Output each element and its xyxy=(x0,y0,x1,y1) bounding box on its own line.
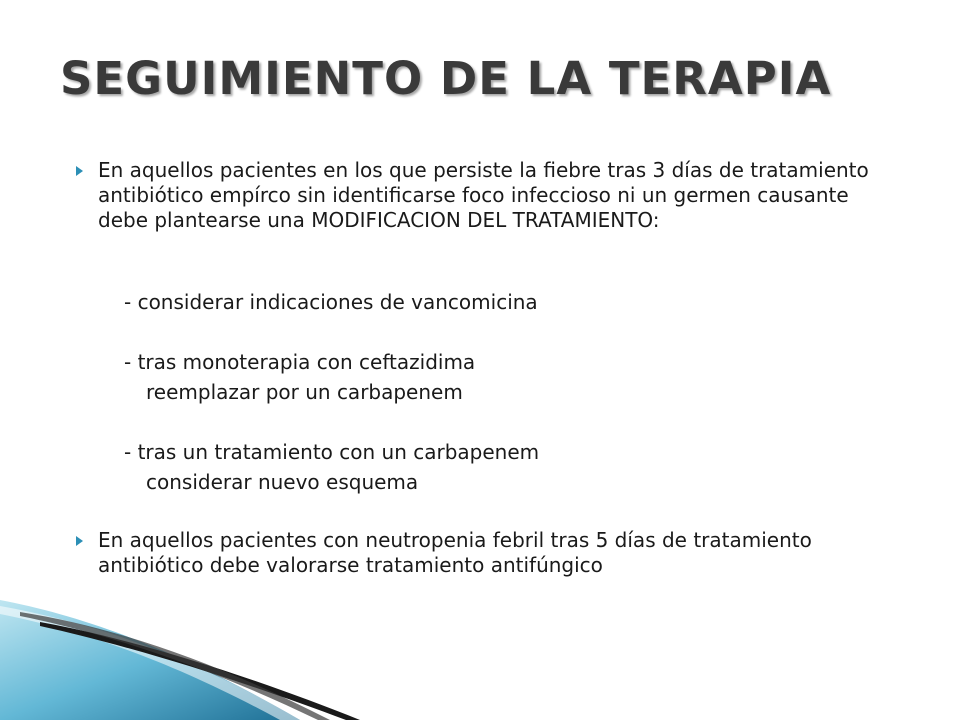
slide-title: SEGUIMIENTO DE LA TERAPIA xyxy=(60,52,832,105)
triangle-bullet-icon xyxy=(76,166,83,176)
bullet-paragraph-2 xyxy=(98,528,898,578)
sub-item-ceftazidima: - tras monoterapia con ceftazidima xyxy=(124,350,476,374)
sub-item-carbapenem: - tras un tratamiento con un carbapenem xyxy=(124,440,540,464)
bullet-paragraph-1 xyxy=(98,158,898,233)
bullet-text-2: En aquellos pacientes con neutropenia febril tras 5 días de tratamiento antibiótico debe valorarse tratamiento antifúngico xyxy=(98,528,812,577)
bullet-text-1: En aquellos pacientes en los que persiste la fiebre tras 3 días de tratamiento antibiótico empírco sin identificarse foco infeccioso ni un germen causante debe plantearse una MODIFICACION DEL TRATAMIENTO: xyxy=(98,158,869,232)
sub-item-vancomicina: - considerar indicaciones de vancomicina xyxy=(124,290,538,314)
sub-item-ceftazidima-cont: reemplazar por un carbapenem xyxy=(146,380,463,404)
triangle-bullet-icon xyxy=(76,536,83,546)
sub-item-carbapenem-cont: considerar nuevo esquema xyxy=(146,470,419,494)
